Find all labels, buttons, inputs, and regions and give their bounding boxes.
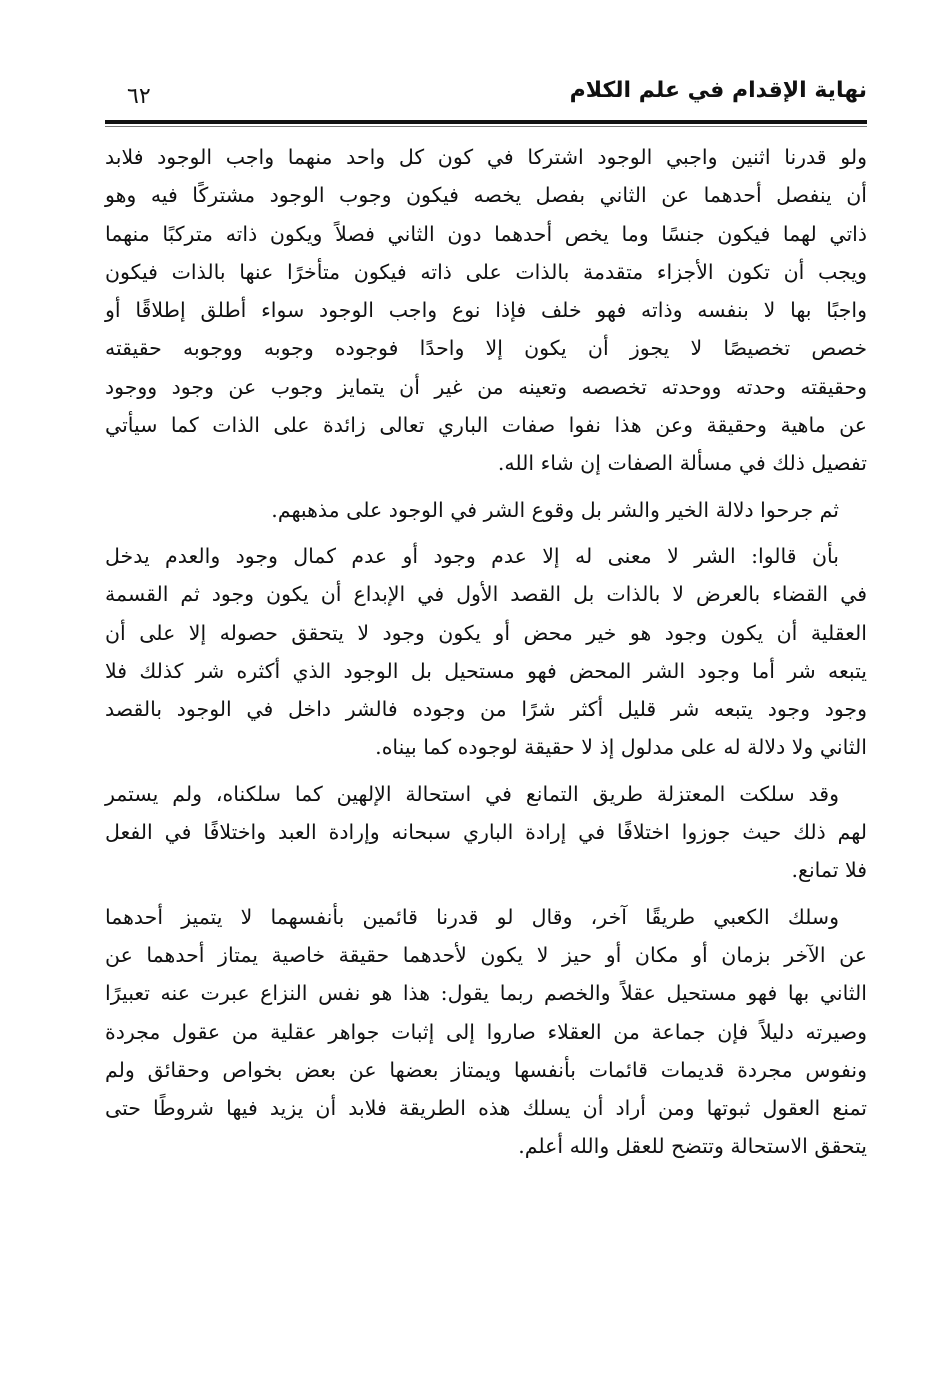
- paragraph: [105, 537, 867, 767]
- text-line: عن الآخر بزمان أو مكان أو حيز لا يكون لأحدهما حقيقة خاصية يمتاز أحدهما عن: [105, 942, 867, 967]
- text-line: يتحقق الاستحالة وتتضح للعقل والله أعلم.: [518, 1134, 867, 1159]
- text-line: وجود وجود يتبعه شر قليل أكثر شرًا من وجوده فالشر داخل في الوجود بالقصد: [105, 697, 867, 722]
- text-line: فلا تمانع.: [791, 858, 867, 883]
- text-line: يتبعه شر أما وجود الشر المحض فهو مستحيل بل الوجود الذي أكثره شر كذلك فلا: [105, 658, 867, 683]
- paragraph: [105, 775, 867, 890]
- text-line: تفصيل ذلك في مسألة الصفات إن شاء الله.: [497, 451, 867, 476]
- text-line: بأن قالوا: الشر لا معنى له إلا عدم وجود أو عدم كمال وجود والعدم يدخل: [105, 543, 839, 568]
- book-title: نهاية الإقدام في علم الكلام: [569, 78, 867, 103]
- text-line: وحقيقته وحدته ووحدته تخصصه وتعينه من غير أن يتمايز وجوب عن وجود ووجود: [105, 374, 867, 399]
- text-line: الثاني ولا دلالة له على مدلول إذ لا حقيقة لوجوده كما بيناه.: [375, 735, 867, 760]
- text-line: ويجب أن تكون الأجزاء متقدمة بالذات على ذاته فيكون متأخرًا عنها بالذات فيكون: [105, 259, 867, 284]
- header-rule-thin: [105, 126, 867, 127]
- text-line: أن ينفصل أحدهما عن الثاني بفصل يخصه فيكون وجوب الوجود مشتركًا فيه وهو: [105, 183, 867, 208]
- text-line: ونفوس مجردة قديمات قائمات بأنفسها ويمتاز بعضها عن بعض بخواص وحقائق ولم: [105, 1057, 867, 1082]
- text-line: في القضاء بالعرض لا بالذات بل القصد الأول في الإبداع أن يكون وجود ثم القسمة: [105, 582, 867, 607]
- text-line: خصص تخصيصًا لا يجوز أن يكون إلا واحدًا فوجوده وجوبه ووجوبه حقيقته: [105, 336, 867, 361]
- text-line: العقلية أن يكون وجود هو خير محض أو يكون وجود لا يتحقق حصوله إلا على أن: [105, 620, 867, 645]
- text-line: واجبًا بها لا بنفسه وذاته فهو خلف فإذا نوع واجب الوجود سواء أطلق إطلاقًا أو: [105, 298, 867, 323]
- text-line: وسلك الكعبي طريقًا آخر، وقال لو قدرنا قائمين بأنفسهما لا يتميز أحدهما: [105, 904, 839, 929]
- text-line: ذاتي لهما فيكون جنسًا وما يخص أحدهما دون الثاني فصلاً ويكون ذاته متركبًا منهما: [105, 221, 867, 246]
- running-header: [105, 72, 867, 122]
- text-line: وصيرته دليلاً فإن جماعة من العقلاء صاروا إلى إثبات جواهر عقلية من عقول مجردة: [105, 1019, 867, 1044]
- paragraph: [105, 898, 867, 1166]
- paragraph: [105, 491, 867, 529]
- text-line: لهم ذلك حيث جوزوا اختلافًا في إرادة الباري سبحانه وإرادة العبد واختلافًا في الفعل: [105, 820, 867, 845]
- header-rule: [105, 120, 867, 124]
- page-body: [105, 138, 867, 1166]
- text-line: تمنع العقول ثبوتها ومن أراد أن يسلك هذه الطريقة فلابد أن يزيد فيها شروطًا حتى: [105, 1096, 867, 1121]
- text-line: وقد سلكت المعتزلة طريق التمانع في استحالة الإلهين كما سلكناه، ولم يستمر: [105, 781, 839, 806]
- text-line: عن ماهية وحقيقة وعن هذا نفوا صفات الباري تعالى زائدة على الذات كما سيأتي: [105, 413, 867, 438]
- text-line: ولو قدرنا اثنين واجبي الوجود اشتركا في كون كل واحد منهما واجب الوجود فلابد: [105, 145, 867, 169]
- page-number: ٦٢: [127, 84, 151, 109]
- text-line: الثاني بها فهو مستحيل عقلاً والخصم ربما يقول: هذا هو نفس النزاع عبرت عنه تعبيرًا: [105, 981, 867, 1006]
- text-line: ثم جرحوا دلالة الخير والشر بل وقوع الشر في الوجود على مذهبهم.: [271, 497, 839, 522]
- paragraph: [105, 138, 867, 483]
